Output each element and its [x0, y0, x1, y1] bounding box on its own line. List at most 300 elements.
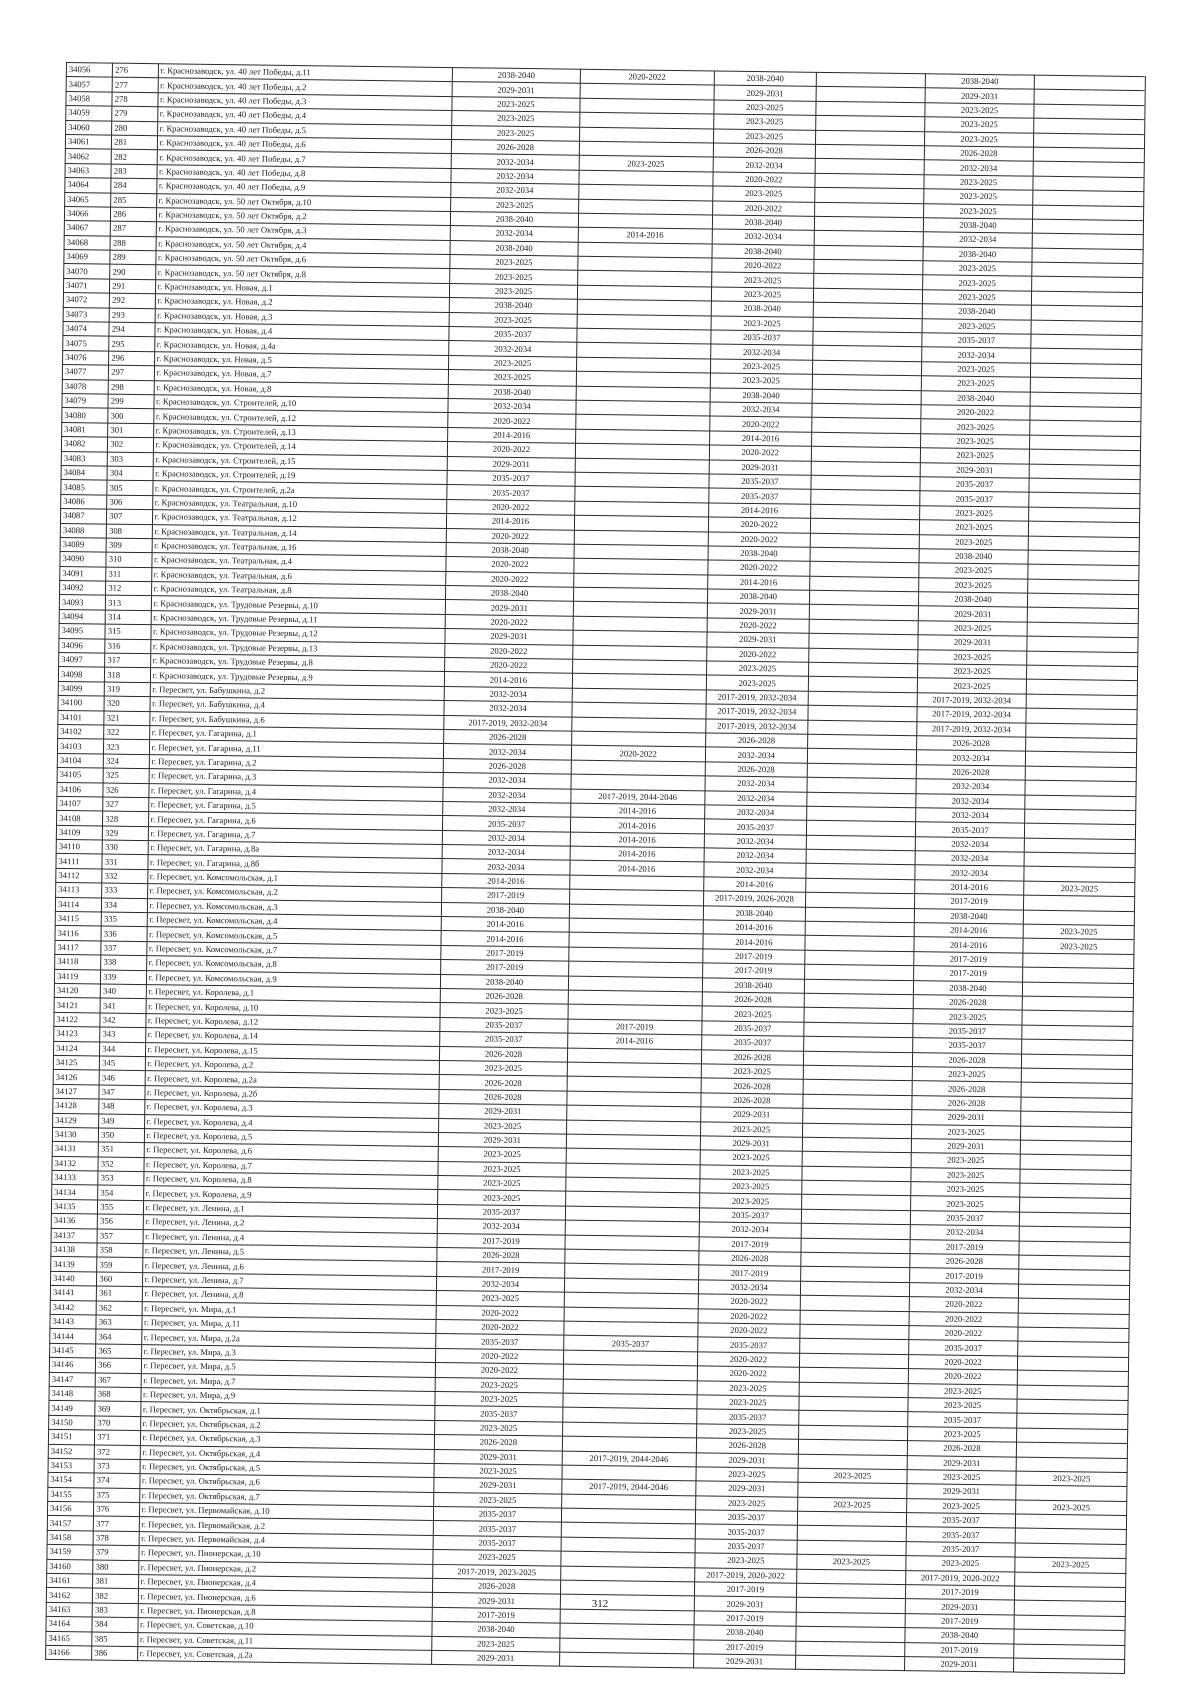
period-cell-1: 2023-2025 — [449, 355, 577, 371]
period-cell-4 — [796, 1612, 905, 1628]
period-cell-5: 2035-2037 — [913, 1023, 1023, 1039]
row-number-cell: 357 — [97, 1229, 142, 1244]
period-cell-3: 2023-2025 — [712, 186, 815, 202]
address-cell: г. Пересвет, ул. Пионерская, д.4 — [138, 1575, 433, 1593]
period-cell-3: 2035-2037 — [696, 1409, 799, 1425]
period-cell-6 — [1015, 1543, 1126, 1559]
period-cell-4 — [808, 749, 917, 765]
period-cell-3: 2032-2034 — [699, 1222, 802, 1238]
period-cell-6 — [1019, 1298, 1130, 1314]
row-number-cell: 292 — [110, 293, 155, 308]
period-cell-6 — [1024, 852, 1135, 868]
record-id-cell: 34144 — [50, 1329, 96, 1344]
period-cell-4 — [797, 1540, 906, 1556]
period-cell-5: 2023-2025 — [912, 1067, 1022, 1083]
period-cell-5: 2029-2031 — [905, 1599, 1015, 1615]
period-cell-1: 2032-2034 — [451, 168, 579, 184]
period-cell-6 — [1014, 1644, 1125, 1660]
period-cell-6 — [1018, 1313, 1129, 1329]
address-cell: г. Краснозаводск, ул. 40 лет Победы, д.2 — [158, 78, 453, 96]
period-cell-5: 2017-2019, 2020-2022 — [905, 1570, 1015, 1586]
row-number-cell: 371 — [95, 1430, 140, 1445]
period-cell-1: 2014-2016 — [442, 873, 570, 889]
address-cell: г. Краснозаводск, ул. Новая, д.2 — [155, 294, 450, 312]
period-cell-6 — [1019, 1270, 1130, 1286]
period-cell-3: 2023-2025 — [700, 1121, 803, 1137]
period-cell-1: 2026-2028 — [439, 1089, 567, 1105]
period-cell-6 — [1030, 406, 1141, 422]
period-cell-4 — [811, 461, 920, 477]
address-cell: г. Краснозаводск, ул. Строителей, д.19 — [153, 467, 448, 485]
period-cell-6 — [1031, 377, 1142, 393]
row-number-cell: 330 — [102, 840, 147, 855]
period-cell-5: 2017-2019 — [910, 1239, 1020, 1255]
period-cell-1: 2029-2031 — [445, 600, 573, 616]
record-id-cell: 34141 — [50, 1286, 96, 1301]
period-cell-5: 2038-2040 — [923, 218, 1033, 234]
period-cell-4 — [814, 245, 923, 261]
period-cell-2: 2017-2019 — [568, 1019, 702, 1035]
row-number-cell: 372 — [94, 1444, 139, 1459]
row-number-cell: 293 — [109, 308, 154, 323]
address-cell: г. Пересвет, ул. Пионерская, д.10 — [138, 1546, 433, 1564]
period-cell-4 — [814, 259, 923, 275]
period-cell-1: 2032-2034 — [442, 830, 570, 846]
row-number-cell: 281 — [112, 135, 157, 150]
period-cell-3: 2014-2016 — [709, 431, 812, 447]
period-cell-1: 2023-2025 — [450, 269, 578, 285]
period-cell-1: 2020-2022 — [447, 499, 575, 515]
period-cell-1: 2023-2025 — [452, 96, 580, 112]
address-cell: г. Пересвет, ул. Комсомольская, д.7 — [146, 941, 441, 959]
period-cell-3: 2035-2037 — [695, 1524, 798, 1540]
period-cell-4 — [804, 1051, 913, 1067]
period-cell-5: 2029-2031 — [907, 1455, 1017, 1471]
address-cell: г. Пересвет, ул. Пионерская, д.6 — [138, 1589, 433, 1607]
period-cell-3: 2023-2025 — [697, 1380, 800, 1396]
period-cell-3: 2023-2025 — [699, 1179, 802, 1195]
period-cell-3: 2029-2031 — [694, 1596, 797, 1612]
address-cell: г. Пересвет, ул. Советская, д.10 — [137, 1618, 432, 1636]
address-cell: г. Краснозаводск, ул. Театральная, д.16 — [152, 539, 447, 557]
period-cell-6 — [1018, 1341, 1129, 1357]
address-cell: г. Краснозаводск, ул. Театральная, д.8 — [151, 582, 446, 600]
period-cell-6 — [1020, 1169, 1131, 1185]
address-cell: г. Краснозаводск, ул. Театральная, д.12 — [152, 510, 447, 528]
period-cell-3: 2023-2025 — [696, 1395, 799, 1411]
period-cell-5: 2023-2025 — [923, 261, 1033, 277]
period-cell-4 — [810, 547, 919, 563]
period-cell-6 — [1024, 867, 1135, 883]
period-cell-6 — [1035, 75, 1146, 91]
period-cell-3: 2017-2019 — [693, 1639, 796, 1655]
period-cell-2: 2017-2019, 2044-2046 — [562, 1451, 696, 1467]
period-cell-5: 2029-2031 — [925, 88, 1035, 104]
address-cell: г. Краснозаводск, ул. 50 лет Октября, д.2 — [156, 208, 451, 226]
record-id-cell: 34154 — [48, 1473, 94, 1488]
period-cell-1: 2026-2028 — [443, 758, 571, 774]
period-cell-4 — [811, 518, 920, 534]
record-id-cell: 34146 — [49, 1358, 95, 1373]
record-id-cell: 34162 — [46, 1588, 92, 1603]
period-cell-1: 2029-2031 — [452, 82, 580, 98]
row-number-cell: 300 — [108, 408, 153, 423]
period-cell-3: 2038-2040 — [703, 906, 806, 922]
record-id-cell: 34137 — [51, 1228, 97, 1243]
row-number-cell: 335 — [101, 912, 146, 927]
period-cell-1: 2038-2040 — [441, 902, 569, 918]
row-number-cell: 379 — [93, 1545, 138, 1560]
row-number-cell: 320 — [104, 696, 149, 711]
period-cell-4 — [816, 101, 925, 117]
address-cell: г. Пересвет, ул. Октябрьская, д.3 — [140, 1431, 435, 1449]
period-cell-6 — [1014, 1658, 1125, 1674]
period-cell-1: 2038-2040 — [446, 586, 574, 602]
address-cell: г. Пересвет, ул. Королева, д.15 — [145, 1042, 440, 1060]
period-cell-5: 2032-2034 — [915, 865, 1025, 881]
period-cell-4 — [801, 1252, 910, 1268]
period-cell-1: 2032-2034 — [442, 845, 570, 861]
record-id-cell: 34059 — [66, 106, 112, 121]
address-cell: г. Пересвет, ул. Комсомольская, д.2 — [147, 884, 442, 902]
period-cell-3: 2038-2040 — [711, 301, 814, 317]
address-cell: г. Пересвет, ул. Королева, д.8 — [143, 1172, 438, 1190]
period-cell-4 — [803, 1065, 912, 1081]
address-cell: г. Пересвет, ул. Мира, д.1 — [142, 1301, 437, 1319]
period-cell-4 — [805, 921, 914, 937]
period-cell-6 — [1026, 708, 1137, 724]
period-cell-6 — [1021, 1111, 1132, 1127]
row-number-cell: 336 — [101, 926, 146, 941]
period-cell-4 — [810, 590, 919, 606]
address-cell: г. Пересвет, ул. Комсомольская, д.1 — [147, 870, 442, 888]
period-cell-2: 2035-2037 — [564, 1335, 698, 1351]
period-cell-4 — [796, 1641, 905, 1657]
period-cell-5: 2023-2025 — [919, 520, 1029, 536]
period-cell-1: 2023-2025 — [439, 1060, 567, 1076]
record-id-cell: 34125 — [53, 1055, 99, 1070]
period-cell-2: 2014-2016 — [570, 861, 704, 877]
period-cell-3: 2038-2040 — [712, 244, 815, 260]
record-id-cell: 34086 — [61, 494, 107, 509]
period-cell-6 — [1028, 550, 1139, 566]
record-id-cell: 34113 — [56, 883, 102, 898]
period-cell-5: 2020-2022 — [921, 405, 1031, 421]
row-number-cell: 350 — [99, 1128, 144, 1143]
record-id-cell: 34160 — [47, 1559, 93, 1574]
address-cell: г. Пересвет, ул. Гагарина, д.3 — [149, 769, 444, 787]
period-cell-6 — [1032, 233, 1143, 249]
period-cell-3: 2020-2022 — [697, 1352, 800, 1368]
row-number-cell: 284 — [111, 178, 156, 193]
period-cell-6: 2023-2025 — [1023, 924, 1134, 940]
period-cell-1: 2032-2034 — [442, 859, 570, 875]
period-cell-2: 2020-2022 — [571, 746, 705, 762]
period-cell-6 — [1022, 1010, 1133, 1026]
row-number-cell: 301 — [108, 423, 153, 438]
period-cell-5: 2032-2034 — [915, 851, 1025, 867]
row-number-cell: 298 — [108, 380, 153, 395]
row-number-cell: 309 — [106, 538, 151, 553]
period-cell-6 — [1033, 190, 1144, 206]
period-cell-3: 2020-2022 — [697, 1366, 800, 1382]
period-cell-5: 2023-2025 — [917, 649, 1027, 665]
period-cell-5: 2023-2025 — [906, 1498, 1016, 1514]
period-cell-4 — [812, 389, 921, 405]
period-cell-1: 2020-2022 — [436, 1319, 564, 1335]
period-cell-4 — [803, 1094, 912, 1110]
record-id-cell: 34136 — [51, 1214, 97, 1229]
period-cell-5: 2023-2025 — [918, 577, 1028, 593]
period-cell-5: 2035-2037 — [908, 1340, 1018, 1356]
row-number-cell: 383 — [92, 1603, 137, 1618]
address-cell: г. Пересвет, ул. Королева, д.2а — [145, 1071, 440, 1089]
period-cell-5: 2035-2037 — [915, 822, 1025, 838]
address-cell: г. Пересвет, ул. Королева, д.12 — [145, 1013, 440, 1031]
address-cell: г. Краснозаводск, ул. 40 лет Победы, д.4 — [157, 107, 452, 125]
period-cell-6 — [1031, 334, 1142, 350]
period-cell-1: 2017-2019, 2023-2025 — [433, 1564, 561, 1580]
period-cell-6 — [1023, 967, 1134, 983]
record-id-cell: 34127 — [53, 1084, 99, 1099]
address-cell: г. Краснозаводск, ул. 40 лет Победы, д.5 — [157, 121, 452, 139]
record-id-cell: 34081 — [62, 422, 108, 437]
row-number-cell: 295 — [109, 337, 154, 352]
period-cell-4 — [809, 648, 918, 664]
period-cell-4 — [808, 734, 917, 750]
address-cell: г. Пересвет, ул. Королева, д.3 — [144, 1100, 439, 1118]
period-cell-1: 2032-2034 — [449, 341, 577, 357]
address-cell: г. Краснозаводск, ул. Трудовые Резервы, д.9 — [150, 668, 445, 686]
row-number-cell: 331 — [102, 855, 147, 870]
period-cell-1: 2035-2037 — [433, 1535, 561, 1551]
period-cell-4 — [799, 1382, 908, 1398]
record-id-cell: 34093 — [59, 595, 105, 610]
period-cell-1: 2035-2037 — [447, 470, 575, 486]
period-cell-4 — [801, 1209, 910, 1225]
period-cell-4 — [804, 993, 913, 1009]
period-cell-6 — [1029, 536, 1140, 552]
period-cell-3: 2014-2016 — [703, 934, 806, 950]
period-cell-4 — [805, 950, 914, 966]
period-cell-4 — [814, 216, 923, 232]
period-cell-1: 2020-2022 — [445, 614, 573, 630]
period-cell-4 — [812, 375, 921, 391]
period-cell-3: 2020-2022 — [708, 531, 811, 547]
period-cell-1: 2029-2031 — [432, 1650, 560, 1666]
period-cell-1: 2023-2025 — [438, 1161, 566, 1177]
period-cell-5: 2023-2025 — [919, 563, 1029, 579]
address-cell: г. Пересвет, ул. Королева, д.2б — [144, 1085, 439, 1103]
period-cell-5: 2017-2019 — [904, 1642, 1014, 1658]
period-cell-5: 2026-2028 — [916, 764, 1026, 780]
period-cell-4 — [800, 1310, 909, 1326]
address-cell: г. Краснозаводск, ул. Трудовые Резервы, д.8 — [150, 654, 445, 672]
period-cell-4 — [813, 360, 922, 376]
period-cell-3: 2014-2016 — [703, 877, 806, 893]
row-number-cell: 326 — [103, 783, 148, 798]
record-id-cell: 34083 — [61, 451, 107, 466]
address-cell: г. Краснозаводск, ул. Новая, д.1 — [155, 280, 450, 298]
period-cell-6 — [1027, 680, 1138, 696]
period-cell-1: 2032-2034 — [437, 1276, 565, 1292]
period-cell-6 — [1033, 162, 1144, 178]
period-cell-3: 2032-2034 — [705, 776, 808, 792]
record-id-cell: 34079 — [62, 393, 108, 408]
period-cell-1: 2023-2025 — [448, 370, 576, 386]
period-cell-4 — [813, 303, 922, 319]
period-cell-1: 2038-2040 — [441, 974, 569, 990]
period-cell-6 — [1026, 766, 1137, 782]
period-cell-6 — [1019, 1226, 1130, 1242]
period-cell-1: 2032-2034 — [444, 744, 572, 760]
period-cell-6: 2023-2025 — [1024, 881, 1135, 897]
address-cell: г. Краснозаводск, ул. Трудовые Резервы, д.13 — [150, 639, 445, 657]
period-cell-3: 2035-2037 — [710, 330, 813, 346]
address-cell: г. Краснозаводск, ул. Строителей, д.10 — [153, 395, 448, 413]
address-cell: г. Краснозаводск, ул. 40 лет Победы, д.7 — [157, 150, 452, 168]
address-cell: г. Пересвет, ул. Ленина, д.7 — [142, 1272, 437, 1290]
period-cell-4 — [800, 1339, 909, 1355]
period-cell-6 — [1029, 507, 1140, 523]
period-cell-5: 2017-2019 — [913, 951, 1023, 967]
period-cell-4 — [799, 1411, 908, 1427]
period-cell-4: 2023-2025 — [798, 1497, 907, 1513]
record-id-cell: 34128 — [53, 1099, 99, 1114]
address-cell: г. Пересвет, ул. Гагарина, д.1 — [149, 726, 444, 744]
record-id-cell: 34056 — [66, 63, 112, 78]
address-cell: г. Пересвет, ул. Королева, д.14 — [145, 1028, 440, 1046]
record-id-cell: 34139 — [51, 1257, 97, 1272]
period-cell-3: 2017-2019, 2020-2022 — [694, 1567, 797, 1583]
record-id-cell: 34090 — [60, 552, 106, 567]
period-cell-3: 2026-2028 — [696, 1438, 799, 1454]
row-number-cell: 311 — [106, 567, 151, 582]
record-id-cell: 34126 — [53, 1070, 99, 1085]
address-cell: г. Пересвет, ул. Гагарина, д.4 — [148, 783, 443, 801]
record-id-cell: 34118 — [55, 955, 101, 970]
period-cell-4 — [810, 576, 919, 592]
row-number-cell: 332 — [102, 869, 147, 884]
period-cell-6 — [1018, 1370, 1129, 1386]
period-cell-6 — [1028, 608, 1139, 624]
row-number-cell: 344 — [100, 1042, 145, 1057]
period-cell-5: 2023-2025 — [922, 275, 1032, 291]
record-id-cell: 34073 — [63, 307, 109, 322]
period-cell-5: 2035-2037 — [910, 1211, 1020, 1227]
period-cell-3: 2032-2034 — [704, 805, 807, 821]
row-number-cell: 291 — [110, 279, 155, 294]
period-cell-3: 2023-2025 — [699, 1193, 802, 1209]
period-cell-6 — [1025, 838, 1136, 854]
address-cell: г. Пересвет, ул. Гагарина, д.8б — [147, 855, 442, 873]
record-id-cell: 34101 — [58, 710, 104, 725]
period-cell-5: 2032-2034 — [915, 808, 1025, 824]
period-cell-3: 2038-2040 — [712, 215, 815, 231]
row-number-cell: 328 — [103, 811, 148, 826]
record-id-cell: 34121 — [54, 998, 100, 1013]
address-cell: г. Краснозаводск, ул. 50 лет Октября, д.10 — [156, 193, 451, 211]
period-cell-5: 2023-2025 — [923, 189, 1033, 205]
period-cell-6 — [1016, 1529, 1127, 1545]
period-cell-6 — [1034, 147, 1145, 163]
row-number-cell: 296 — [109, 351, 154, 366]
address-cell: г. Пересвет, ул. Королева, д.4 — [144, 1114, 439, 1132]
row-number-cell: 285 — [111, 193, 156, 208]
period-cell-6 — [1018, 1327, 1129, 1343]
period-cell-6: 2023-2025 — [1023, 939, 1134, 955]
period-cell-1: 2032-2034 — [437, 1219, 565, 1235]
period-cell-5: 2026-2028 — [912, 1081, 1022, 1097]
record-id-cell: 34120 — [54, 983, 100, 998]
period-cell-6 — [1032, 262, 1143, 278]
period-cell-4 — [804, 979, 913, 995]
period-cell-1: 2017-2019 — [437, 1262, 565, 1278]
period-cell-1: 2020-2022 — [445, 658, 573, 674]
period-cell-3: 2014-2016 — [708, 503, 811, 519]
period-cell-4 — [802, 1180, 911, 1196]
period-cell-1: 2017-2019 — [441, 960, 569, 976]
row-number-cell: 369 — [95, 1401, 140, 1416]
period-cell-1: 2035-2037 — [447, 485, 575, 501]
record-id-cell: 34158 — [47, 1530, 93, 1545]
period-cell-6 — [1023, 953, 1134, 969]
period-cell-5: 2023-2025 — [920, 419, 1030, 435]
period-cell-5: 2023-2025 — [925, 103, 1035, 119]
record-id-cell: 34114 — [55, 897, 101, 912]
period-cell-1: 2023-2025 — [434, 1463, 562, 1479]
period-cell-4 — [814, 231, 923, 247]
row-number-cell: 303 — [107, 452, 152, 467]
period-cell-5: 2023-2025 — [924, 131, 1034, 147]
period-cell-4 — [803, 1108, 912, 1124]
period-cell-1: 2035-2037 — [436, 1334, 564, 1350]
period-cell-5: 2035-2037 — [907, 1412, 1017, 1428]
period-cell-5: 2023-2025 — [919, 534, 1029, 550]
period-cell-3: 2035-2037 — [701, 1035, 804, 1051]
period-cell-3: 2020-2022 — [712, 200, 815, 216]
period-cell-3: 2035-2037 — [695, 1539, 798, 1555]
period-cell-5: 2029-2031 — [920, 462, 1030, 478]
row-number-cell: 361 — [97, 1286, 142, 1301]
period-cell-1: 2026-2028 — [439, 1075, 567, 1091]
address-cell: г. Пересвет, ул. Королева, д.9 — [143, 1186, 438, 1204]
record-id-cell: 34110 — [56, 840, 102, 855]
period-cell-1: 2032-2034 — [451, 154, 579, 170]
period-cell-5: 2023-2025 — [911, 1124, 1021, 1140]
row-number-cell: 316 — [105, 639, 150, 654]
row-number-cell: 323 — [104, 739, 149, 754]
period-cell-3: 2020-2022 — [698, 1294, 801, 1310]
period-cell-5: 2023-2025 — [907, 1470, 1017, 1486]
period-cell-5: 2026-2028 — [916, 736, 1026, 752]
period-cell-5: 2032-2034 — [916, 779, 1026, 795]
period-cell-3: 2023-2025 — [713, 129, 816, 145]
record-id-cell: 34117 — [55, 940, 101, 955]
period-cell-3: 2020-2022 — [707, 560, 810, 576]
period-cell-4 — [816, 72, 925, 88]
row-number-cell: 310 — [106, 552, 151, 567]
period-cell-4 — [806, 893, 915, 909]
period-cell-5: 2035-2037 — [906, 1541, 1016, 1557]
row-number-cell: 297 — [109, 365, 154, 380]
row-number-cell: 322 — [104, 725, 149, 740]
address-cell: г. Пересвет, ул. Советская, д.2а — [137, 1647, 432, 1665]
period-cell-6 — [1015, 1572, 1126, 1588]
period-cell-1: 2032-2034 — [443, 773, 571, 789]
period-cell-4 — [807, 821, 916, 837]
period-cell-1: 2038-2040 — [450, 240, 578, 256]
